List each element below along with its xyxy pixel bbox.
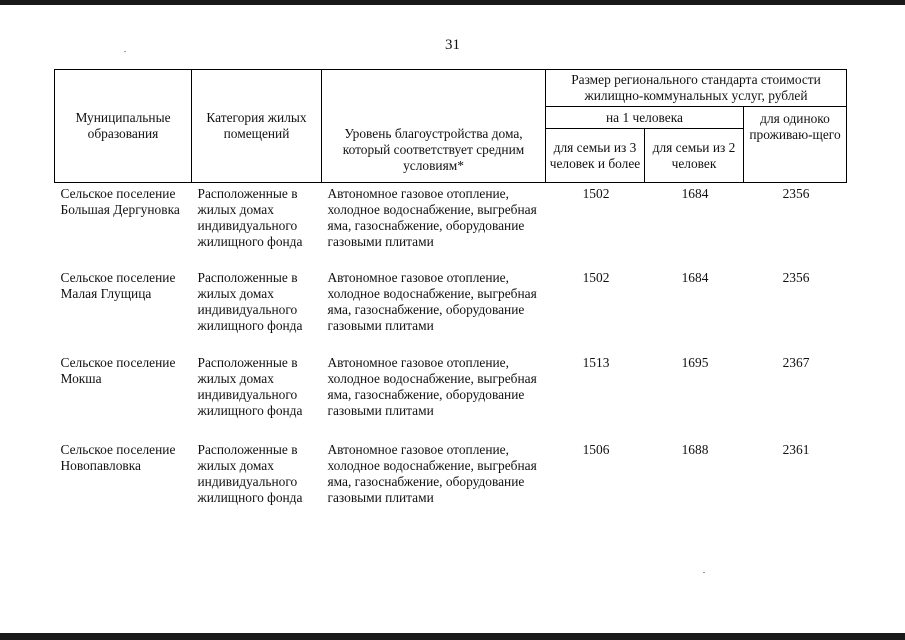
cell-municipality: Сельское поселение Большая Дергуновка <box>60 186 180 217</box>
scan-bottom-border <box>0 633 905 640</box>
cell-category: Расположенные в жилых домах индивидуального жилищного фонда <box>197 269 303 333</box>
cell-amenity-level: Автономное газовое отопление, холодное водоснабжение, выгребная яма, газоснабжение, оборудование газовыми плитами <box>327 269 537 333</box>
cell-family-2: 1684 <box>681 186 709 201</box>
cell-single: 2356 <box>782 186 810 201</box>
housing-standard-table <box>54 69 847 527</box>
cell-amenity-level: Автономное газовое отопление, холодное водоснабжение, выгребная яма, газоснабжение, оборудование газовыми плитами <box>327 441 537 505</box>
scan-speck <box>703 572 705 573</box>
cell-category: Расположенные в жилых домах индивидуального жилищного фонда <box>197 441 303 505</box>
header-standard-size: Размер регионального стандарта стоимости жилищно-коммунальных услуг, рублей <box>546 70 847 107</box>
cell-category: Расположенные в жилых домах индивидуального жилищного фонда <box>197 354 303 418</box>
cell-family-3plus: 1502 <box>582 186 610 201</box>
cell-category: Расположенные в жилых домах индивидуального жилищного фонда <box>197 186 303 249</box>
header-amenity-level: Уровень благоустройства дома, который соответствует средним условиям* <box>322 70 546 183</box>
table-row <box>55 439 847 527</box>
table-row <box>55 267 847 352</box>
cell-family-3plus: 1513 <box>582 354 610 370</box>
cell-single: 2356 <box>782 269 810 285</box>
cell-family-3plus: 1506 <box>582 441 610 457</box>
table-row <box>55 352 847 439</box>
header-family-2: для семьи из 2 человек <box>645 129 744 183</box>
table-row <box>55 183 847 267</box>
cell-single: 2361 <box>782 441 810 457</box>
cell-municipality: Сельское поселение Малая Глущица <box>60 269 176 301</box>
header-single: для одиноко проживаю-щего <box>744 107 847 183</box>
cell-family-2: 1688 <box>681 441 709 457</box>
header-municipality: Муниципальные образования <box>55 70 192 183</box>
cell-municipality: Сельское поселение Новопавловка <box>60 441 176 473</box>
cell-single: 2367 <box>782 354 810 370</box>
header-family-3plus: для семьи из 3 человек и более <box>546 129 645 183</box>
header-category: Категория жилых помещений <box>192 70 322 183</box>
cell-family-2: 1684 <box>681 269 709 285</box>
scan-speck <box>124 51 126 52</box>
page-number: 31 <box>445 37 460 53</box>
cell-family-3plus: 1502 <box>582 269 610 285</box>
cell-family-2: 1695 <box>681 354 709 370</box>
cell-municipality: Сельское поселение Мокша <box>60 354 176 386</box>
header-per-person: на 1 человека <box>546 107 744 129</box>
cell-amenity-level: Автономное газовое отопление, холодное водоснабжение, выгребная яма, газоснабжение, оборудование газовыми плитами <box>327 354 537 418</box>
cell-amenity-level: Автономное газовое отопление, холодное водоснабжение, выгребная яма, газоснабжение, оборудование газовыми плитами <box>327 186 537 249</box>
scan-top-border <box>0 0 905 5</box>
